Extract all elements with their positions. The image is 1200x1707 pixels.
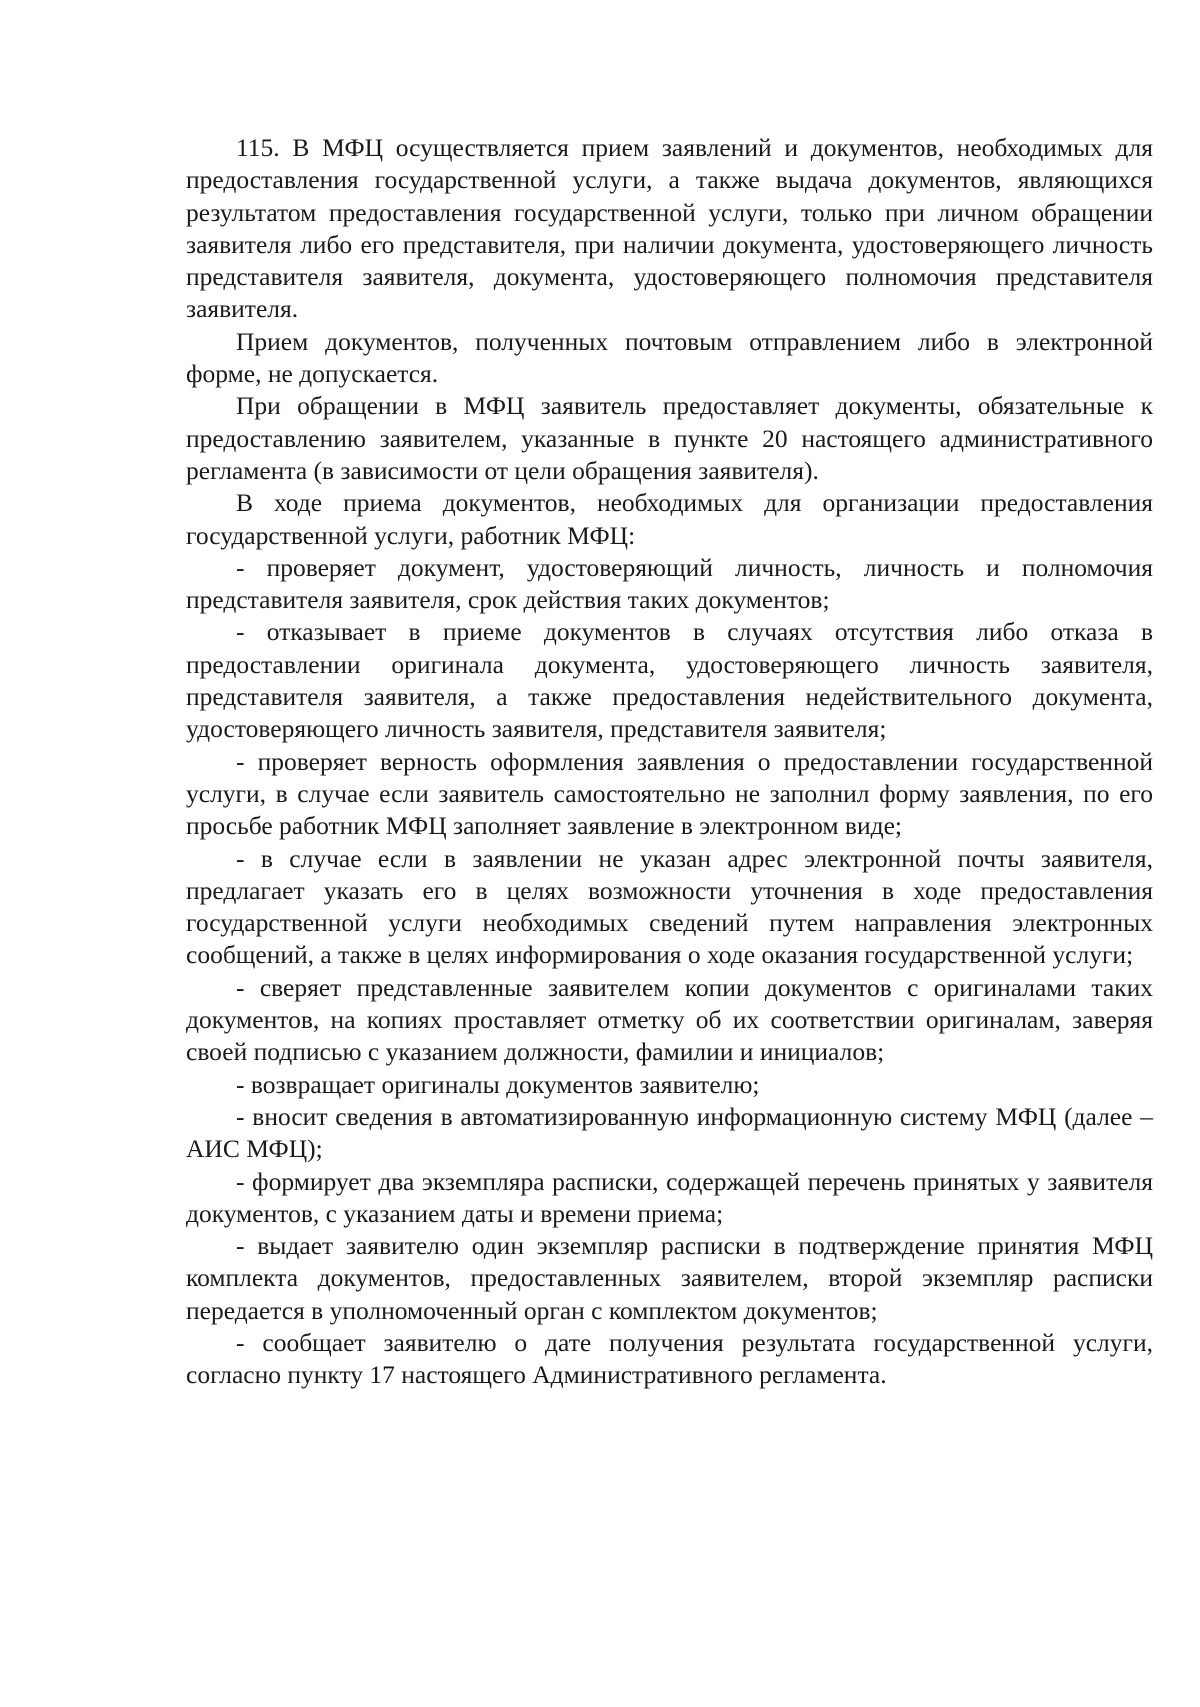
list-item: - формирует два экземпляра расписки, содержащей перечень принятых у заявителя документов, с указанием даты и времени приема; (186, 1166, 1153, 1228)
document-body (186, 132, 1153, 1392)
paragraph-mfc-worker-duties: В ходе приема документов, необходимых для организации предоставления государственной услуги, работник МФЦ: (186, 488, 1153, 550)
list-item: - в случае если в заявлении не указан адрес электронной почты заявителя, предлагает указать его в целях возможности уточнения в ходе предоставления государственной услуги необходимых сведений путем направления электронных сообщений, а также в целях информирования о ходе оказания государственной услуги; (186, 843, 1153, 970)
paragraph-postal-not-accepted: Прием документов, полученных почтовым отправлением либо в электронной форме, не допускается. (186, 326, 1153, 389)
list-item: - отказывает в приеме документов в случаях отсутствия либо отказа в предоставлении оригинала документа, удостоверяющего личность заявителя, представителя заявителя, а также предоставления недействительного документа, удостоверяющего личность заявителя, представителя заявителя; (186, 617, 1153, 744)
paragraph-applicant-documents: При обращении в МФЦ заявитель предоставляет документы, обязательные к предоставлению заявителем, указанные в пункте 20 настоящего административного регламента (в зависимости от цели обращения заявителя). (186, 391, 1153, 485)
list-item: - сообщает заявителю о дате получения результата государственной услуги, согласно пункту 17 настоящего Административного регламента. (186, 1327, 1153, 1390)
list-item: - возвращает оригиналы документов заявителю; (236, 1069, 760, 1099)
list-item: - сверяет представленные заявителем копии документов с оригиналами таких документов, на копиях проставляет отметку об их соответствии оригиналам, заверяя своей подписью с указанием должности, фамилии и инициалов; (186, 972, 1153, 1067)
list-item: - проверяет верность оформления заявления о предоставлении государственной услуги, в случае если заявитель самостоятельно не заполнил форму заявления, по его просьбе работник МФЦ заполняет заявление в электронном виде; (186, 746, 1153, 841)
list-item: - проверяет документ, удостоверяющий личность, личность и полномочия представителя заявителя, срок действия таких документов; (186, 552, 1153, 615)
list-item: - вносит сведения в автоматизированную информационную систему МФЦ (далее – АИС МФЦ); (186, 1101, 1153, 1164)
list-item: - выдает заявителю один экземпляр расписки в подтверждение принятия МФЦ комплекта документов, предоставленных заявителем, второй экземпляр расписки передается в уполномоченный орган с комплектом документов; (186, 1231, 1153, 1325)
paragraph-115-intro: 115. В МФЦ осуществляется прием заявлений и документов, необходимых для предоставления государственной услуги, а также выдача документов, являющихся результатом предоставления государственной услуги, только при личном обращении заявителя либо его представителя, при наличии документа, удостоверяющего личность представителя заявителя, документа, удостоверяющего полномочия представителя заявителя. (186, 133, 1153, 324)
